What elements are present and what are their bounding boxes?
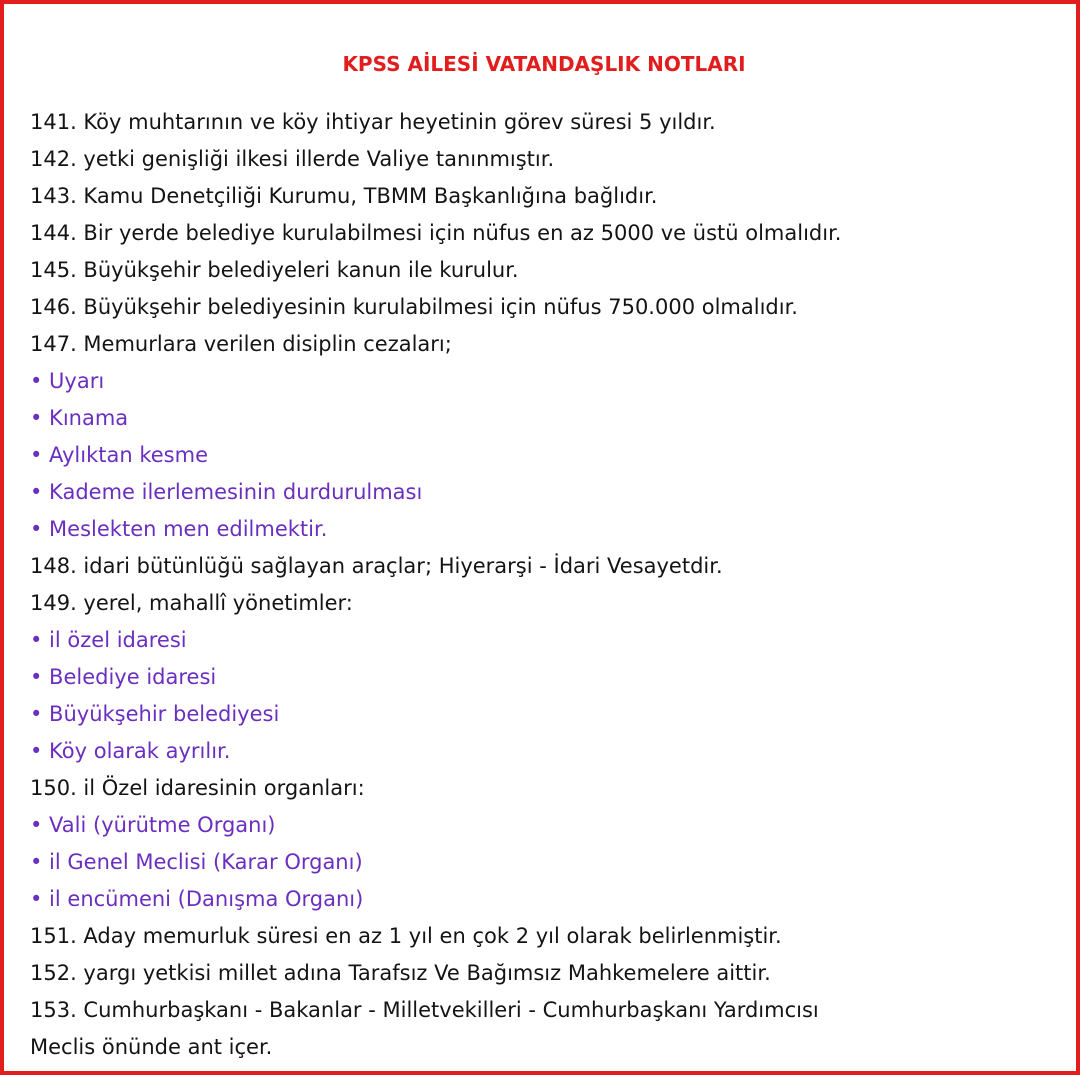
note-item: Meclis önünde ant içer. <box>30 1035 273 1059</box>
bullet-item: • il encümeni (Danışma Organı) <box>30 887 364 911</box>
note-item: 150. il Özel idaresinin organları: <box>30 776 365 800</box>
bullet-item: • Aylıktan kesme <box>30 443 208 467</box>
note-item: 148. idari bütünlüğü sağlayan araçlar; Hiyerarşi - İdari Vesayetdir. <box>30 554 723 578</box>
note-item: 143. Kamu Denetçiliği Kurumu, TBMM Başkanlığına bağlıdır. <box>30 184 658 208</box>
note-item: 144. Bir yerde belediye kurulabilmesi için nüfus en az 5000 ve üstü olmalıdır. <box>30 221 842 245</box>
bullet-item: • il özel idaresi <box>30 628 187 652</box>
bullet-item: • Büyükşehir belediyesi <box>30 702 280 726</box>
note-item: 146. Büyükşehir belediyesinin kurulabilmesi için nüfus 750.000 olmalıdır. <box>30 295 798 319</box>
page-title: KPSS AİLESİ VATANDAŞLIK NOTLARI <box>342 52 746 76</box>
note-item: 153. Cumhurbaşkanı - Bakanlar - Milletvekilleri - Cumhurbaşkanı Yardımcısı <box>30 998 819 1022</box>
note-item: 142. yetki genişliği ilkesi illerde Valiye tanınmıştır. <box>30 147 555 171</box>
note-item: 149. yerel, mahallî yönetimler: <box>30 591 353 615</box>
note-item: 151. Aday memurluk süresi en az 1 yıl en çok 2 yıl olarak belirlenmiştir. <box>30 924 782 948</box>
bullet-item: • Köy olarak ayrılır. <box>30 739 231 763</box>
bullet-item: • Kınama <box>30 406 129 430</box>
bullet-item: • Meslekten men edilmektir. <box>30 517 328 541</box>
bullet-item: • Belediye idaresi <box>30 665 217 689</box>
bullet-item: • il Genel Meclisi (Karar Organı) <box>30 850 363 874</box>
note-item: 141. Köy muhtarının ve köy ihtiyar heyetinin görev süresi 5 yıldır. <box>30 110 716 134</box>
bullet-item: • Vali (yürütme Organı) <box>30 813 276 837</box>
note-item: 145. Büyükşehir belediyeleri kanun ile kurulur. <box>30 258 519 282</box>
bullet-item: • Kademe ilerlemesinin durdurulması <box>30 480 423 504</box>
note-item: 152. yargı yetkisi millet adına Tarafsız Ve Bağımsız Mahkemelere aittir. <box>30 961 771 985</box>
notes-list <box>30 104 1070 1066</box>
note-item: 147. Memurlara verilen disiplin cezaları; <box>30 332 452 356</box>
bullet-item: • Uyarı <box>30 369 105 393</box>
